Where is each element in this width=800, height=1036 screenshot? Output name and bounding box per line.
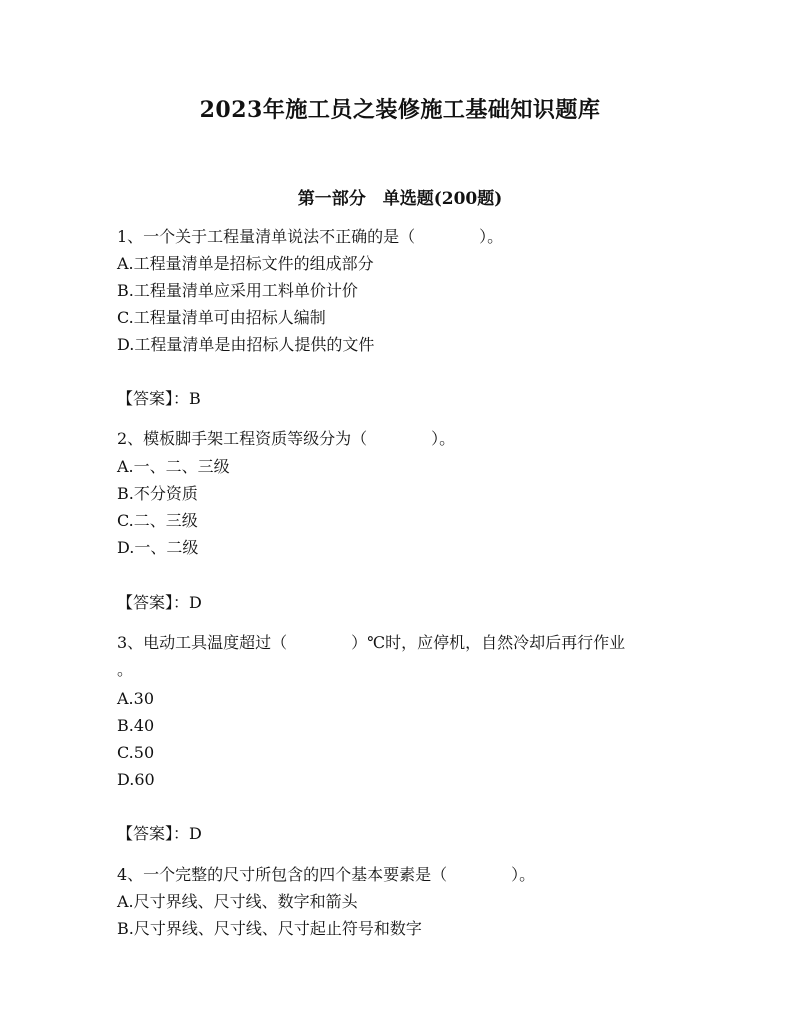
question-stem: 4、一个完整的尺寸所包含的四个基本要素是（ ）。: [117, 865, 536, 884]
option: B.不分资质: [117, 484, 198, 503]
document-title: 2023年施工员之装修施工基础知识题库: [199, 97, 601, 123]
option: B.尺寸界线、尺寸线、尺寸起止符号和数字: [117, 919, 422, 938]
option: C.工程量清单可由招标人编制: [117, 308, 326, 327]
option: C.二、三级: [117, 511, 198, 530]
answer: 【答案】：B: [117, 389, 201, 408]
option: B.工程量清单应采用工料单价计价: [117, 281, 358, 300]
answer: 【答案】：D: [117, 824, 202, 843]
option: A.尺寸界线、尺寸线、数字和箭头: [117, 892, 358, 911]
option: A.工程量清单是招标文件的组成部分: [117, 254, 374, 273]
question-stem: 2、模板脚手架工程资质等级分为（ ）。: [117, 429, 456, 448]
answer: 【答案】：D: [117, 593, 202, 612]
option: B.40: [117, 716, 155, 735]
question-stem: 3、电动工具温度超过（ ）℃时，应停机，自然冷却后再行作业: [117, 633, 626, 652]
option: A.30: [117, 689, 154, 708]
option: D.60: [117, 770, 155, 789]
question-stem-continued: 。: [117, 660, 134, 679]
option: D.工程量清单是由招标人提供的文件: [117, 335, 375, 354]
question-stem: 1、一个关于工程量清单说法不正确的是（ ）。: [117, 227, 504, 246]
option: D.一、二级: [117, 538, 199, 557]
section-title: 第一部分 单选题(200题): [297, 189, 503, 209]
option: A.一、二、三级: [117, 457, 230, 476]
option: C.50: [117, 743, 155, 762]
